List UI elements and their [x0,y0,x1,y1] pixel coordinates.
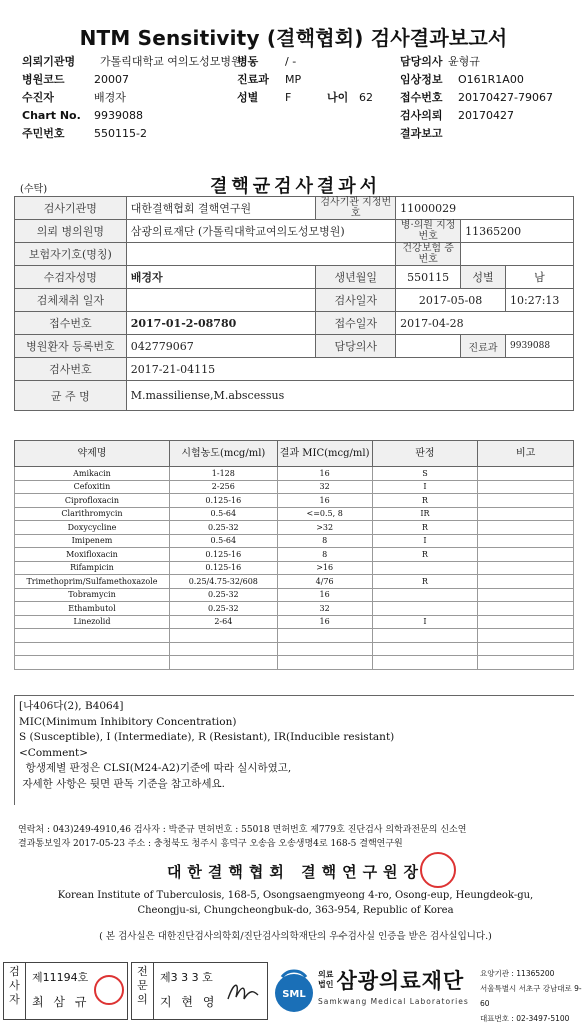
testdate-label: 검사일자 [316,289,396,312]
drug-cell-name: Ciprofloxacin [15,494,170,508]
institute-seal-icon [420,852,456,888]
drug-cell-name: Clarithromycin [15,507,170,521]
testno-value: 2017-21-04115 [126,358,573,381]
specialist-signature-box [131,962,268,1020]
drug-cell-range [169,656,277,670]
drug-cell-interp [372,602,478,616]
accreditation-notice: ( 본 검사실은 대한진단검사의학회/진단검사의학재단의 우수검사실 인증을 받은 검사실입니다.) [99,931,492,942]
col-range: 시험농도(mcg/ml) [169,441,277,467]
svg-text:SML: SML [282,989,306,1000]
dept-value: 9939088 [506,335,574,358]
drug-cell-name: Amikacin [15,467,170,481]
comment-line: S (Susceptible), I (Intermediate), R (Resistant), IR(Inducible resistant) [19,731,395,743]
comment-line: <Comment> [19,746,89,759]
comment-line: MIC(Minimum Inhibitory Concentration) [19,715,237,728]
table-row [15,480,574,494]
table-row [15,534,574,548]
specialist-name: 지 현 영 [160,995,218,1009]
logo-address: 서울특별시 서초구 강남대로 9-60 [480,984,582,1008]
drug-cell-name: Rifampicin [15,561,170,575]
patient-info-table [14,196,574,411]
drug-cell-mic: >32 [277,521,372,535]
drug-cell-note [478,521,574,535]
drug-cell-range: 2-256 [169,480,277,494]
tester-signature-box [3,962,128,1020]
testtime-value: 10:27:13 [506,289,574,312]
drug-cell-interp [372,561,478,575]
footer-lines [18,823,466,851]
patient-row: 수진자 배경자 [22,91,126,104]
table-row [15,561,574,575]
ssn-row: 주민번호 550115-2 [22,127,147,140]
drug-cell-interp [372,629,478,643]
dept-label: 진료과 [461,335,506,358]
testno-label: 검사번호 [15,358,127,381]
drug-cell-note [478,575,574,589]
drug-cell-range: 0.125-16 [169,548,277,562]
drug-cell-interp: S [372,467,478,481]
col-drug: 약제명 [15,441,170,467]
drug-cell-mic [277,629,372,643]
drug-cell-mic: 16 [277,467,372,481]
scanned-report [8,168,583,958]
table-row [15,494,574,508]
samkwang-logo-text [318,965,469,1006]
logo-name: 삼광의료재단 [336,969,465,993]
dept-row: 진료과 MP [237,73,302,86]
ward-row: 병동 / - [237,55,297,68]
org-address-en [8,888,583,918]
drug-cell-range: 0.125-16 [169,561,277,575]
org-en-line2: Cheongju-si, Chungcheongbuk-do, 363-954, Republic of Korea [137,905,454,916]
drug-cell-mic: >16 [277,561,372,575]
receipt-label: 접수번호 [15,312,127,335]
drug-cell-range: 0.5-64 [169,534,277,548]
drug-cell-interp [372,656,478,670]
drug-cell-name [15,629,170,643]
report-title: NTM Sensitivity (결핵협회) 검사결과보고서 [79,26,508,50]
lab-code: 11000029 [396,197,574,220]
drug-cell-mic: 32 [277,602,372,616]
tester-side-label: 검사자 [4,963,26,1019]
lab-label: 검사기관명 [15,197,127,220]
lab-value: 대한결핵협회 결핵연구원 [126,197,316,220]
signature-icon [224,977,262,1007]
table-row [15,575,574,589]
logo-small1: 의료 [318,970,334,979]
drug-cell-name [15,656,170,670]
drug-cell-note [478,642,574,656]
drug-cell-note [478,507,574,521]
name-value: 배경자 [126,266,316,289]
birth-value: 550115 [396,266,461,289]
drug-cell-note [478,467,574,481]
sex-label: 성별 [461,266,506,289]
attending-label: 담당의사 [316,335,396,358]
table-row [15,642,574,656]
table-row [15,615,574,629]
samkwang-logo-icon [274,963,314,1015]
drug-cell-note [478,602,574,616]
table-row [15,467,574,481]
patreg-value: 042779067 [126,335,316,358]
drug-cell-interp: I [372,534,478,548]
table-row [15,656,574,670]
health-value [461,243,574,266]
accession-row: 접수번호 20170427-79067 [400,91,553,104]
footer-date-address: 결과통보일자 2017-05-23 주소 : 충청북도 청주시 흥덕구 오송읍 오송생명4로 168-5 결핵연구원 [18,839,403,849]
comment-line: [나406다(2), B4064] [19,700,124,712]
drug-cell-range: 0.5-64 [169,507,277,521]
patreg-label: 병원환자 등록번호 [15,335,127,358]
drug-cell-name: Linezolid [15,615,170,629]
col-mic: 결과 MIC(mcg/ml) [277,441,372,467]
drug-cell-note [478,548,574,562]
drug-cell-note [478,480,574,494]
drug-cell-interp: I [372,480,478,494]
institution-row: 의뢰기관명 가톨릭대학교 여의도성모병원 [22,55,242,68]
specialist-side-label: 전문의 [132,963,154,1019]
drug-cell-name: Doxycycline [15,521,170,535]
drug-cell-name: Tobramycin [15,588,170,602]
age-row: 나이 62 [327,91,373,104]
specialist-license: 제3 3 3 호 [160,971,213,984]
table-row [15,629,574,643]
scan-title: 결핵균검사결과서 [209,176,382,197]
footer-contact: 연락처 : 043)249-4910,46 검사자 : 박준규 면허번호 : 55018 면허번호 제779호 진단검사 의학과전문의 신소연 [18,825,467,835]
drug-cell-name: Trimethoprim/Sulfamethoxazole [15,575,170,589]
logo-code: 요양기관 : 11365200 [480,969,555,978]
rdate-label: 접수일자 [316,312,396,335]
susceptibility-table [14,440,574,670]
sex-row: 성별 F [237,91,292,104]
drug-cell-range: 0.25-32 [169,588,277,602]
reqdate-row: 검사의뢰 20170427 [400,109,514,122]
drug-cell-interp: R [372,575,478,589]
rdate-value: 2017-04-28 [396,312,574,335]
tester-name: 최 삼 규 [32,995,90,1009]
tester-seal-icon [94,975,124,1005]
drug-cell-range [169,642,277,656]
org-en-line1: Korean Institute of Tuberculosis, 168-5, Osongsaengmyeong 4-ro, Osong-eup, Heungdeok-gu, [57,890,534,901]
req-code-label: 병·의원 지정번호 [396,220,461,243]
tester-license: 제11194호 [32,971,89,984]
consignment-tag: (수탁) [20,184,48,195]
drug-cell-mic: 16 [277,615,372,629]
logo-contact [480,966,587,1026]
table-row [15,507,574,521]
drug-cell-note [478,629,574,643]
org-name-kr: 대한결핵협회 결핵연구원장 [166,863,425,881]
comment-box [14,695,574,805]
drug-cell-mic [277,656,372,670]
drug-cell-range: 2-64 [169,615,277,629]
table-row [15,548,574,562]
comment-line: 자세한 사항은 뒷면 판독 기준을 참고하세요. [19,777,225,790]
result-row: 결과보고 [400,127,443,140]
drug-cell-interp: I [372,615,478,629]
species-value: M.massiliense,M.abscessus [126,381,573,411]
sex-value: 남 [506,266,574,289]
clinical-row: 임상정보 O161R1A00 [400,73,524,86]
drug-cell-note [478,615,574,629]
drug-cell-mic: 4/76 [277,575,372,589]
drug-cell-mic: <=0.5, 8 [277,507,372,521]
doctor-row: 담당의사 윤형규 [400,55,480,68]
req-hosp-label: 의뢰 병의원명 [15,220,127,243]
drug-cell-range [169,629,277,643]
hospcode-row: 병원코드 20007 [22,73,129,86]
drug-cell-name: Imipenem [15,534,170,548]
req-hosp: 삼광의료재단 (가톨릭대학교여의도성모병원) [126,220,395,243]
receipt-value: 2017-01-2-08780 [126,312,316,335]
logo-phone: 대표번호 : 02-3497-5100 [480,1014,570,1023]
testdate-value: 2017-05-08 [396,289,506,312]
species-label: 균 주 명 [15,381,127,411]
drug-cell-name: Cefoxitin [15,480,170,494]
drug-cell-mic: 8 [277,548,372,562]
drug-cell-name: Ethambutol [15,602,170,616]
logo-english: Samkwang Medical Laboratories [318,997,469,1006]
table-row [15,588,574,602]
health-label: 건강보험 증번호 [396,243,461,266]
drug-cell-note [478,494,574,508]
ins-value [126,243,395,266]
drug-cell-note [478,561,574,575]
drug-cell-name [15,642,170,656]
drug-cell-interp [372,588,478,602]
col-interp: 판정 [372,441,478,467]
drug-cell-note [478,656,574,670]
drug-cell-range: 0.25-32 [169,521,277,535]
drug-cell-interp: R [372,494,478,508]
drug-cell-mic [277,642,372,656]
logo-small2: 법인 [318,980,334,989]
collect-value [126,289,316,312]
comment-line: 항생제별 판정은 CLSI(M24-A2)기준에 따라 실시하였고, [19,762,292,774]
drug-cell-range: 0.125-16 [169,494,277,508]
drug-cell-note [478,588,574,602]
chart-row: Chart No. 9939088 [22,109,143,122]
table-row [15,602,574,616]
drug-cell-note [478,534,574,548]
ins-label: 보험자기호(명칭) [15,243,127,266]
table-row [15,521,574,535]
drug-cell-range: 0.25-32 [169,602,277,616]
drug-cell-range: 0.25/4.75-32/608 [169,575,277,589]
req-code: 11365200 [461,220,574,243]
drug-cell-mic: 32 [277,480,372,494]
name-label: 수검자성명 [15,266,127,289]
lab-code-label: 검사기관 지정번호 [316,197,396,220]
drug-cell-interp [372,642,478,656]
drug-cell-mic: 16 [277,494,372,508]
drug-cell-name: Moxifloxacin [15,548,170,562]
drug-cell-interp: R [372,548,478,562]
attending-value [396,335,461,358]
col-note: 비고 [478,441,574,467]
drug-cell-interp: R [372,521,478,535]
collect-label: 검체채취 일자 [15,289,127,312]
drug-cell-mic: 16 [277,588,372,602]
drug-cell-mic: 8 [277,534,372,548]
birth-label: 생년월일 [316,266,396,289]
drug-cell-range: 1-128 [169,467,277,481]
drug-cell-interp: IR [372,507,478,521]
